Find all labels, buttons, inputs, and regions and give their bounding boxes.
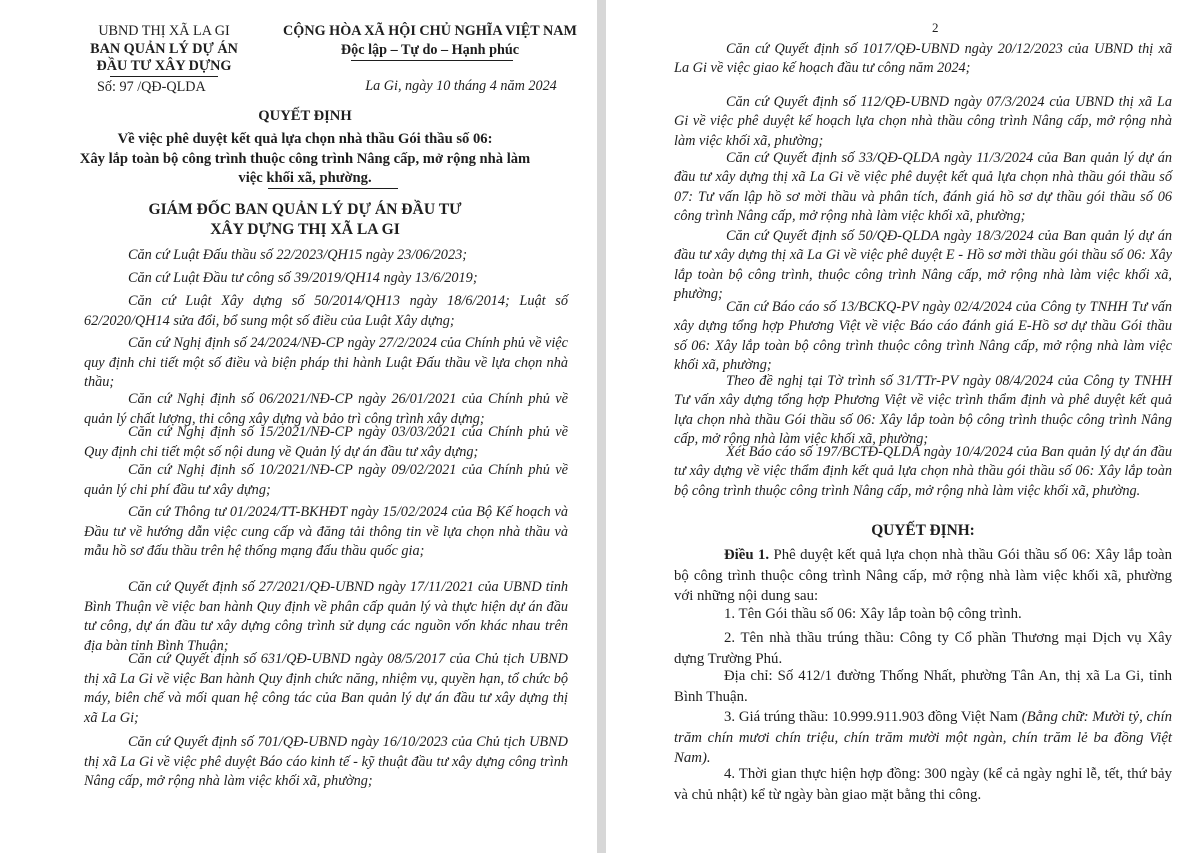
agency-line-3: ĐẦU TƯ XÂY DỰNG xyxy=(96,58,232,74)
national-title: CỘNG HÒA XÃ HỘI CHỦ NGHĨA VIỆT NAM xyxy=(283,23,577,39)
bid-price: 3. Giá trúng thầu: 10.999.911.903 đồng Việt Nam xyxy=(724,709,1018,725)
legal-basis-item: Căn cứ Quyết định số 701/QĐ-UBND ngày 16/10/2023 của Chủ tịch UBND thị xã La Gi về việc phê duyệt Báo cáo kinh tế - kỹ thuật đầu tư xây dựng công trình Nâng cấp, mở rộng nhà làm việc khối xã, phường; xyxy=(84,734,568,789)
subject-line-1: Về việc phê duyệt kết quả lựa chọn nhà thầu Gói thầu số 06: xyxy=(117,131,493,147)
legal-basis-item: Căn cứ Thông tư 01/2024/TT-BKHĐT ngày 15/02/2024 của Bộ Kế hoạch và Đầu tư về hướng dẫn việc cung cấp và đăng tải thông tin về lựa chọn nhà thầu và mẫu hồ sơ đấu thầu trên hệ thống mạng đấu thầu quốc gia; xyxy=(84,504,568,559)
legal-basis-item: Căn cứ Quyết định số 33/QĐ-QLDA ngày 11/3/2024 của Ban quản lý dự án đầu tư xây dựng thị xã La Gi về việc phê duyệt kết quả lựa chọn nhà thầu gói thầu số 07: Tư vấn lập hồ sơ mời thầu và phân tích, đánh giá hồ sơ dự thầu gói thầu số 06 công trình Nâng cấp, mở rộng nhà làm việc khối xã, phường; xyxy=(674,150,1172,224)
legal-basis-item: Căn cứ Luật Xây dựng số 50/2014/QH13 ngày 18/6/2014; Luật số 62/2020/QH14 sửa đổi, bổ sung một số điều của Luật Xây dựng; xyxy=(84,293,568,329)
agency-header xyxy=(74,21,254,76)
article-1-text: Phê duyệt kết quả lựa chọn nhà thầu Gói thầu số 06: Xây lắp toàn bộ công trình thuộc công trình Nâng cấp, mở rộng nhà làm việc khối xã, phường với những nội dung sau: xyxy=(674,547,1172,605)
legal-basis-item: Theo đề nghị tại Tờ trình số 31/TTr-PV ngày 08/4/2024 của Công ty TNHH Tư vấn xây dựng tổng hợp Phương Việt về việc trình thẩm định và phê duyệt kết quả lựa chọn nhà thầu Gói thầu số 06: Xây lắp toàn bộ công trình thuộc công trình Nâng cấp, mở rộng nhà làm việc khối xã, phường; xyxy=(674,373,1172,447)
article-1-item-2: 2. Tên nhà thầu trúng thầu: Công ty Cổ phần Thương mại Dịch vụ Xây dựng Trường Phú. xyxy=(674,630,1172,667)
legal-basis-item: Căn cứ Luật Đầu tư công số 39/2019/QH14 ngày 13/6/2019; xyxy=(128,270,478,286)
subject-line-3: việc khối xã, phường. xyxy=(238,170,372,187)
legal-basis-item: Căn cứ Nghị định số 06/2021/NĐ-CP ngày 26/01/2021 của Chính phủ về quản lý chất lượng, thi công xây dựng và bảo trì công trình xây dựng; xyxy=(84,391,568,427)
legal-basis-item: Căn cứ Nghị định số 15/2021/NĐ-CP ngày 03/03/2021 của Chính phủ về Quy định chi tiết một số nội dung về Quản lý dự án đầu tư xây dựng; xyxy=(84,424,568,460)
doc-subject xyxy=(30,130,580,189)
legal-basis-item: Căn cứ Nghị định số 10/2021/NĐ-CP ngày 09/02/2021 của Chính phủ về quản lý chi phí đầu tư xây dựng; xyxy=(84,462,568,498)
article-1-item-4: 4. Thời gian thực hiện hợp đồng: 300 ngày (kể cả ngày nghỉ lễ, tết, thứ bảy và chủ nhật) kể từ ngày bàn giao mặt bằng thi công. xyxy=(674,766,1172,803)
legal-basis-item: Căn cứ Quyết định số 50/QĐ-QLDA ngày 18/3/2024 của Ban quản lý dự án đầu tư xây dựng thị xã La Gi về việc phê duyệt E - Hồ sơ mời thầu gói thầu số 06: Xây lắp toàn bộ công trình, thuộc công trình Nâng cấp, mở rộng nhà làm việc khối xã, phường; xyxy=(674,228,1172,302)
doc-number: Số: 97 /QĐ-QLDA xyxy=(97,79,206,95)
bid-price-in-words: (Bằng chữ: Mười tỷ, chín trăm chín mươi chín triệu, chín trăm mười một ngàn, chín trăm lẻ ba đồng Việt Nam). xyxy=(674,709,1172,767)
decision-heading: QUYẾT ĐỊNH: xyxy=(871,522,975,539)
legal-basis-item: Căn cứ Quyết định số 112/QĐ-UBND ngày 07/3/2024 của UBND thị xã La Gi về việc phê duyệt kế hoạch lựa chọn nhà thầu công trình Nâng cấp, mở rộng nhà làm việc khối xã, phường; xyxy=(674,94,1172,149)
legal-basis-item: Căn cứ Luật Đấu thầu số 22/2023/QH15 ngày 23/06/2023; xyxy=(128,247,468,263)
legal-basis-item: Căn cứ Quyết định số 631/QĐ-UBND ngày 08/5/2017 của Chủ tịch UBND thị xã La Gi về việc Ban hành Quy định chức năng, nhiệm vụ, quyền hạn, tổ chức bộ máy, biên chế và mối quan hệ công tác của Ban quản lý dự án đầu tư xây dựng thị xã La Gi; xyxy=(84,651,568,726)
legal-basis-item: Căn cứ Quyết định số 1017/QĐ-UBND ngày 20/12/2023 của UBND thị xã La Gi về việc giao kế hoạch đầu tư công năm 2024; xyxy=(674,41,1172,77)
place-date: La Gi, ngày 10 tháng 4 năm 2024 xyxy=(365,78,557,94)
subject-underline xyxy=(268,188,398,189)
doc-type: QUYẾT ĐỊNH xyxy=(258,108,352,124)
article-1-item-3 xyxy=(674,707,1172,769)
article-1-item-1: 1. Tên Gói thầu số 06: Xây lắp toàn bộ công trình. xyxy=(724,606,1022,622)
legal-basis-item: Căn cứ Báo cáo số 13/BCKQ-PV ngày 02/4/2024 của Công ty TNHH Tư vấn xây dựng tổng hợp Phương Việt về việc Báo cáo đánh giá E-Hồ sơ dự thầu Gói thầu số 06: Xây lắp toàn bộ công trình thuộc công trình Nâng cấp, mở rộng nhà làm việc khối xã, phường; xyxy=(674,299,1172,373)
article-1 xyxy=(674,545,1172,607)
agency-line-2: BAN QUẢN LÝ DỰ ÁN xyxy=(90,41,238,57)
subject-line-2: Xây lắp toàn bộ công trình thuộc công trình Nâng cấp, mở rộng nhà làm xyxy=(79,150,531,167)
agency-line-1: UBND THỊ XÃ LA GI xyxy=(98,23,230,39)
authority-line-1: GIÁM ĐỐC BAN QUẢN LÝ DỰ ÁN ĐẦU TƯ xyxy=(148,201,462,218)
issuing-authority xyxy=(30,200,580,240)
legal-basis-item: Xét Báo cáo số 197/BCTĐ-QLDA ngày 10/4/2024 của Ban quản lý dự án đầu tư xây dựng về việc thẩm định kết quả lựa chọn nhà thầu gói thầu số 06: Xây lắp toàn bộ công trình thuộc công trình Nâng cấp, mở rộng nhà làm việc khối xã, phường. xyxy=(674,444,1172,499)
motto-underline xyxy=(351,60,513,61)
document-page-2 xyxy=(606,0,1200,853)
national-motto: Độc lập – Tự do – Hạnh phúc xyxy=(340,42,520,58)
authority-line-2: XÂY DỰNG THỊ XÃ LA GI xyxy=(210,221,400,238)
document-page-1 xyxy=(0,0,597,853)
legal-basis-item: Căn cứ Nghị định số 24/2024/NĐ-CP ngày 27/2/2024 của Chính phủ về việc quy định chi tiết một số điều và biện pháp thi hành Luật Đấu thầu về lựa chọn nhà thầu; xyxy=(84,335,568,390)
legal-basis-item: Căn cứ Quyết định số 27/2021/QĐ-UBND ngày 17/11/2021 của UBND tỉnh Bình Thuận về việc ban hành Quy định về phân cấp quản lý và thực hiện dự án đầu tư công, dự án đầu tư xây dựng công trình sử dụng các nguồn vốn khác nhau trên địa bàn tỉnh Bình Thuận; xyxy=(84,579,568,654)
article-1-label: Điều 1. xyxy=(724,547,770,563)
page-number: 2 xyxy=(932,20,939,35)
contractor-address: Địa chỉ: Số 412/1 đường Thống Nhất, phường Tân An, thị xã La Gi, tỉnh Bình Thuận. xyxy=(674,668,1172,705)
